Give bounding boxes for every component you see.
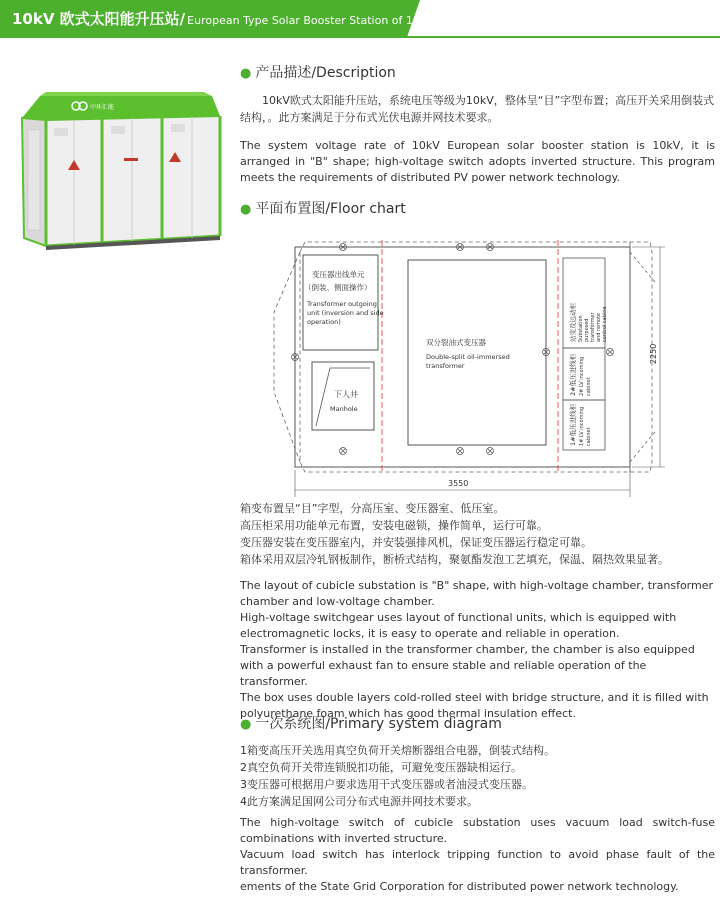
outgoing-unit-en-2: unit (inversion and side bbox=[307, 309, 384, 317]
layout-en-line: The box uses double layers cold-rolled steel with bridge structure, and it is filled with polyurethane foam which has good thermal insulation effect. bbox=[240, 691, 709, 720]
cabinet-lv2-cn: 2#低压进线柜 bbox=[569, 353, 577, 396]
roof-logo bbox=[72, 102, 114, 111]
manhole-en: Manhole bbox=[330, 405, 358, 413]
bullet-icon: ● bbox=[240, 202, 252, 217]
floor-chart-heading bbox=[240, 198, 406, 218]
page-title-cn: 10kV 欧式太阳能升压站/ bbox=[12, 10, 186, 28]
layout-en-line: High-voltage switchgear uses layout of functional units, which is equipped with electromagnetic locks, it is easy to operate and reliable in operation. bbox=[240, 611, 677, 640]
cabinet-control-cn: 站变及远动柜 bbox=[569, 303, 577, 342]
outgoing-unit-cn-1: 变压器出线单元 bbox=[312, 270, 365, 279]
primary-en-line: The high-voltage switch of cubicle substation uses vacuum load switch-fuse combinations with inverted structure. bbox=[240, 816, 715, 845]
layout-cn-line: 高压柜采用功能单元布置，安装电磁锁，操作简单，运行可靠。 bbox=[240, 519, 548, 532]
primary-system-heading bbox=[240, 713, 502, 733]
cabinet-control-en-3: transformer bbox=[590, 312, 596, 342]
dim-width: 3550 bbox=[448, 479, 469, 488]
cabinet-lv2-en-2: cabinet bbox=[586, 377, 592, 396]
transformer-cn: 双分裂油式变压器 bbox=[426, 338, 486, 347]
transformer-en-1: Double-split oil-immersed bbox=[426, 353, 510, 361]
transformer-en-2: transformer bbox=[426, 362, 465, 370]
layout-text-en bbox=[240, 578, 715, 722]
primary-system-en bbox=[240, 815, 715, 895]
cabinet-lv1-en-1: 1# LV incoming bbox=[579, 406, 585, 446]
outgoing-unit-en-1: Transformer outgoing bbox=[307, 300, 377, 308]
primary-cn-line: 4此方案满足国网公司分布式电源并网技术要求。 bbox=[240, 795, 478, 808]
description-heading-text: 产品描述/Description bbox=[255, 65, 396, 81]
cabinet-control-en-5: control cabine bbox=[602, 306, 608, 342]
primary-system-cn bbox=[240, 742, 715, 810]
primary-cn-line: 3变压器可根据用户要求选用干式变压器或者油浸式变压器。 bbox=[240, 778, 533, 791]
cabinet-lv2-en-1: 2# LV incoming bbox=[579, 356, 585, 396]
manhole-cn: 下人井 bbox=[334, 390, 358, 399]
layout-en-line: Transformer is installed in the transformer chamber, the chamber is also equipped with a powerful exhaust fan to ensure stable and reliable operation of the transformer. bbox=[240, 643, 695, 688]
cabinet-lv1-en-2: cabinet bbox=[586, 427, 592, 446]
header-rule bbox=[0, 36, 720, 38]
page-title-en: European Type Solar Booster Station of 10kV bbox=[187, 14, 434, 27]
primary-cn-line: 1箱变高压开关选用真空负荷开关熔断器组合电器，倒装式结构。 bbox=[240, 744, 555, 757]
layout-text-cn bbox=[240, 500, 715, 568]
outgoing-unit-en-3: operation) bbox=[307, 318, 341, 326]
product-photo bbox=[16, 60, 226, 250]
layout-en-line: The layout of cubicle substation is "B" shape, with high-voltage chamber, transformer chamber and low-voltage chamber. bbox=[240, 579, 714, 608]
layout-cn-line: 箱变布置呈“目”字型，分高压室、变压器室、低压室。 bbox=[240, 502, 505, 515]
outgoing-unit-cn-2: （倒装、侧面操作） bbox=[304, 283, 372, 292]
front-panel bbox=[46, 116, 220, 246]
description-cn: 10kV欧式太阳能升压站，系统电压等级为10kV，整体呈“目”字型布置；高压开关采用倒装式结构，。此方案满足于分布式光伏电源并网技术要求。 bbox=[240, 94, 715, 124]
primary-system-heading-text: 一次系统图/Primary system diagram bbox=[255, 716, 502, 732]
page-title bbox=[12, 8, 434, 29]
description-heading bbox=[240, 62, 396, 82]
primary-en-line: Vacuum load switch has interlock tripping function to avoid phase fault of the transformer. bbox=[240, 848, 715, 877]
bullet-icon: ● bbox=[240, 717, 252, 732]
layout-cn-line: 变压器安装在变压器室内，并安装强排风机，保证变压器运行稳定可靠。 bbox=[240, 536, 592, 549]
bullet-icon: ● bbox=[240, 66, 252, 81]
cabinet-control-en-1: Substation bbox=[578, 315, 584, 342]
primary-cn-line: 2真空负荷开关带连锁脱扣功能，可避免变压器缺相运行。 bbox=[240, 761, 522, 774]
roof-logo-text: 中环汇能 bbox=[90, 104, 115, 111]
description-en: The system voltage rate of 10kV European solar booster station is 10kV, it is arranged in "B" shape; high-voltage switch adopts inverted structure. This program meets the requirements of distributed PV power network technology. bbox=[240, 139, 715, 184]
primary-en-line: ements of the State Grid Corporation for distributed power network technology. bbox=[240, 880, 679, 893]
cabinet-control-en-2: purposed bbox=[584, 318, 590, 342]
floor-chart-heading-text: 平面布置图/Floor chart bbox=[255, 201, 406, 217]
layout-cn-line: 箱体采用双层冷轧钢板制作，断桥式结构，聚氨酯发泡工艺填充，保温、隔热效果显著。 bbox=[240, 553, 669, 566]
cabinet-lv1-cn: 1#低压进线柜 bbox=[569, 403, 577, 446]
dim-height: 2250 bbox=[649, 343, 658, 364]
page-header bbox=[0, 0, 720, 36]
cabinet-control-en-4: and remote bbox=[596, 313, 602, 342]
floor-chart-diagram bbox=[270, 222, 680, 512]
roof-top bbox=[40, 92, 212, 96]
